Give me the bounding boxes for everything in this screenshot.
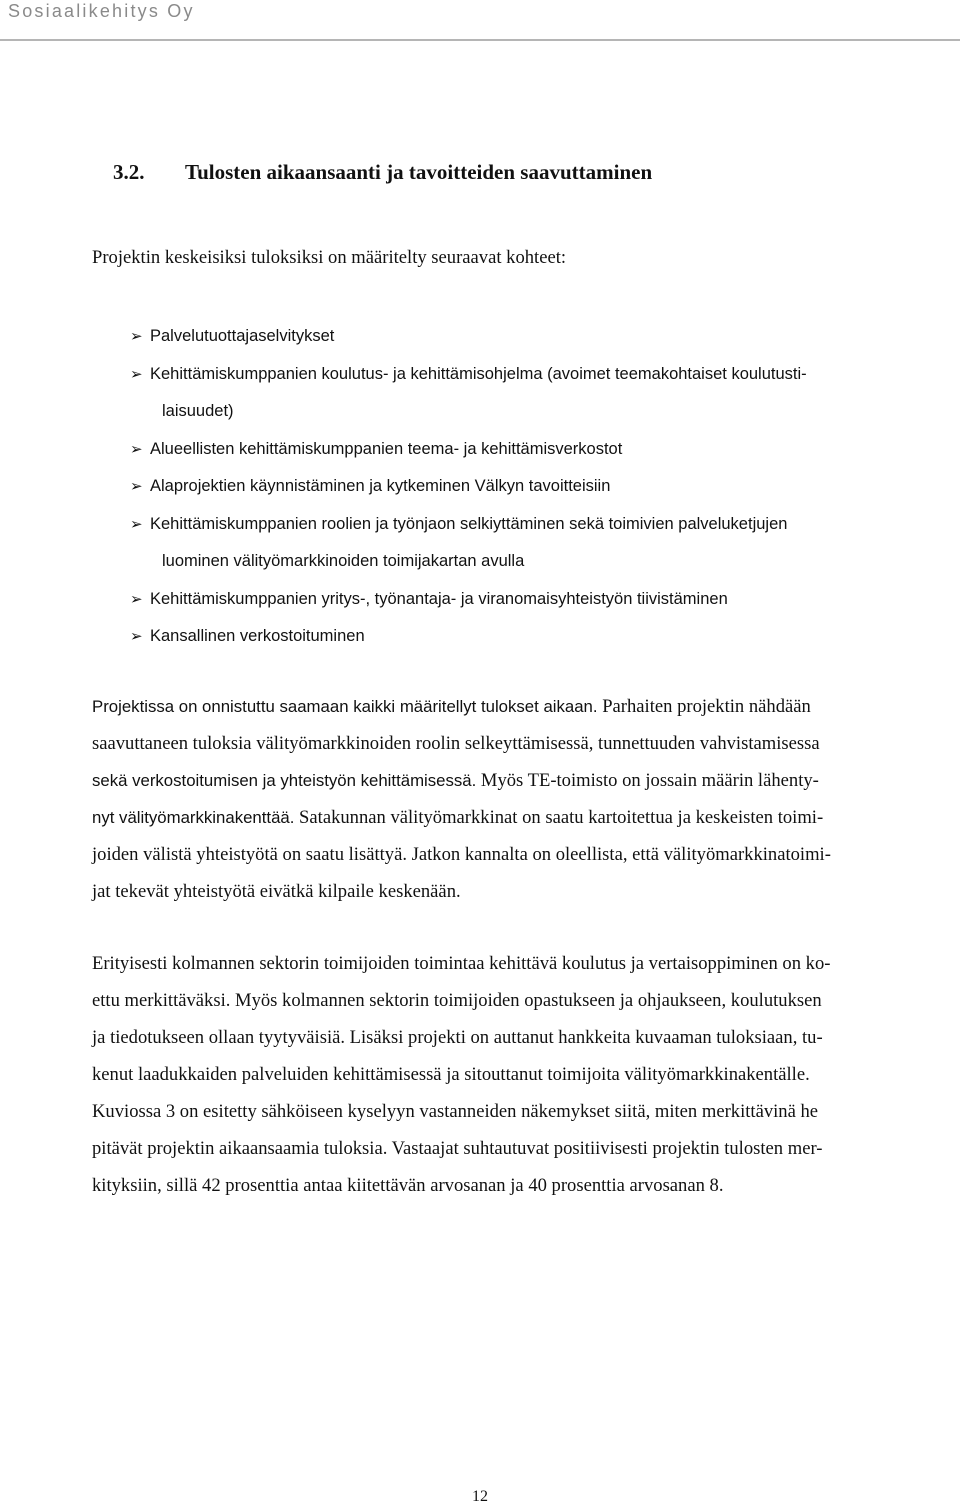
section-number: 3.2.: [113, 160, 145, 184]
list-item-text: Alaprojektien käynnistäminen ja kytkeminen Välkyn tavoitteisiin: [150, 477, 611, 495]
list-item-text: Palvelutuottajaselvitykset: [150, 327, 335, 345]
list-item: [130, 468, 958, 506]
list-item-text-continued: luominen välityömarkkinoiden toimijakartan avulla: [162, 552, 525, 570]
paragraph-line: ettu merkittäväksi. Myös kolmannen sektorin toimijoiden opastukseen ja ohjaukseen, koulutuksen: [92, 990, 822, 1011]
list-item-text-continued: laisuudet): [162, 402, 234, 420]
list-item: [130, 581, 958, 619]
paragraph-line: joiden välistä yhteistyötä on saatu lisättyä. Jatkon kannalta on oleellista, että välityömarkkinatoimi-: [92, 844, 831, 865]
arrow-bullet-icon: ➢: [130, 515, 143, 533]
list-item-text: Kehittämiskumppanien yritys-, työnantaja- ja viranomaisyhteistyön tiivistäminen: [150, 589, 728, 608]
arrow-bullet-icon: ➢: [130, 440, 143, 458]
paragraph-line: jat tekevät yhteistyötä eivätkä kilpaile keskenään.: [92, 881, 461, 902]
section-title: Tulosten aikaansaanti ja tavoitteiden saavuttaminen: [185, 160, 653, 184]
list-item: [130, 506, 958, 581]
paragraph-line: kenut laadukkaiden palveluiden kehittämisessä ja sitouttanut toimijoita välityömarkkinakentälle.: [92, 1064, 810, 1085]
arrow-bullet-icon: ➢: [130, 328, 143, 345]
paragraph-line: ja tiedotukseen ollaan tyytyväisiä. Lisäksi projekti on auttanut hankkeita kuvaaman tuloksiaan, tu-: [92, 1027, 823, 1048]
paragraph-line: Projektissa on onnistuttu saamaan kaikki määritellyt tulokset aikaan. Parhaiten projektin nähdään: [92, 696, 811, 717]
paragraph-line: pitävät projektin aikaansaamia tuloksia. Vastaajat suhtautuvat positiivisesti projektin tulosten mer-: [92, 1138, 823, 1159]
header-divider: [0, 39, 960, 41]
intro-text: Projektin keskeisiksi tuloksiksi on määritelty seuraavat kohteet:: [92, 247, 567, 268]
page-header: [0, 0, 960, 44]
paragraph-line: saavuttaneen tuloksia välityömarkkinoiden roolin selkeyttämisessä, tunnettuuden vahvistamisessa: [92, 733, 820, 754]
results-list: [130, 318, 958, 656]
paragraph-line: kityksiin, sillä 42 prosenttia antaa kiitettävän arvosanan ja 40 prosenttia arvosanan 8.: [92, 1175, 724, 1196]
list-item-text: Alueellisten kehittämiskumppanien teema- ja kehittämisverkostot: [150, 439, 623, 458]
page-number: 12: [472, 1488, 488, 1505]
arrow-bullet-icon: ➢: [130, 628, 143, 645]
list-item: [130, 431, 958, 469]
results-paragraph: [92, 688, 952, 910]
arrow-bullet-icon: ➢: [130, 590, 143, 608]
section-heading: [113, 160, 933, 185]
list-item-text: Kehittämiskumppanien koulutus- ja kehittämisohjelma (avoimet teemakohtaiset koulutusti-: [150, 364, 807, 383]
third-sector-paragraph: [92, 945, 952, 1204]
list-item: [130, 618, 958, 656]
list-item: [130, 318, 958, 356]
arrow-bullet-icon: ➢: [130, 365, 143, 383]
paragraph-line: nyt välityömarkkinakenttää. Satakunnan välityömarkkinat on saatu kartoitettua ja keskeisten toimi-: [92, 807, 824, 828]
list-item-text: Kansallinen verkostoituminen: [150, 627, 365, 645]
header-title: Sosiaalikehitys Oy: [8, 1, 195, 21]
list-item-text: Kehittämiskumppanien roolien ja työnjaon selkiyttäminen sekä toimivien palveluketjujen: [150, 514, 788, 533]
list-item: [130, 356, 958, 431]
arrow-bullet-icon: ➢: [130, 478, 143, 495]
paragraph-line: sekä verkostoitumisen ja yhteistyön kehittämisessä. Myös TE-toimisto on jossain määrin lähenty-: [92, 770, 819, 791]
paragraph-line: Erityisesti kolmannen sektorin toimijoiden toimintaa kehittävä koulutus ja vertaisoppiminen on ko-: [92, 953, 831, 974]
paragraph-line: Kuviossa 3 on esitetty sähköiseen kyselyyn vastanneiden näkemykset siitä, miten merkittävinä he: [92, 1101, 819, 1122]
